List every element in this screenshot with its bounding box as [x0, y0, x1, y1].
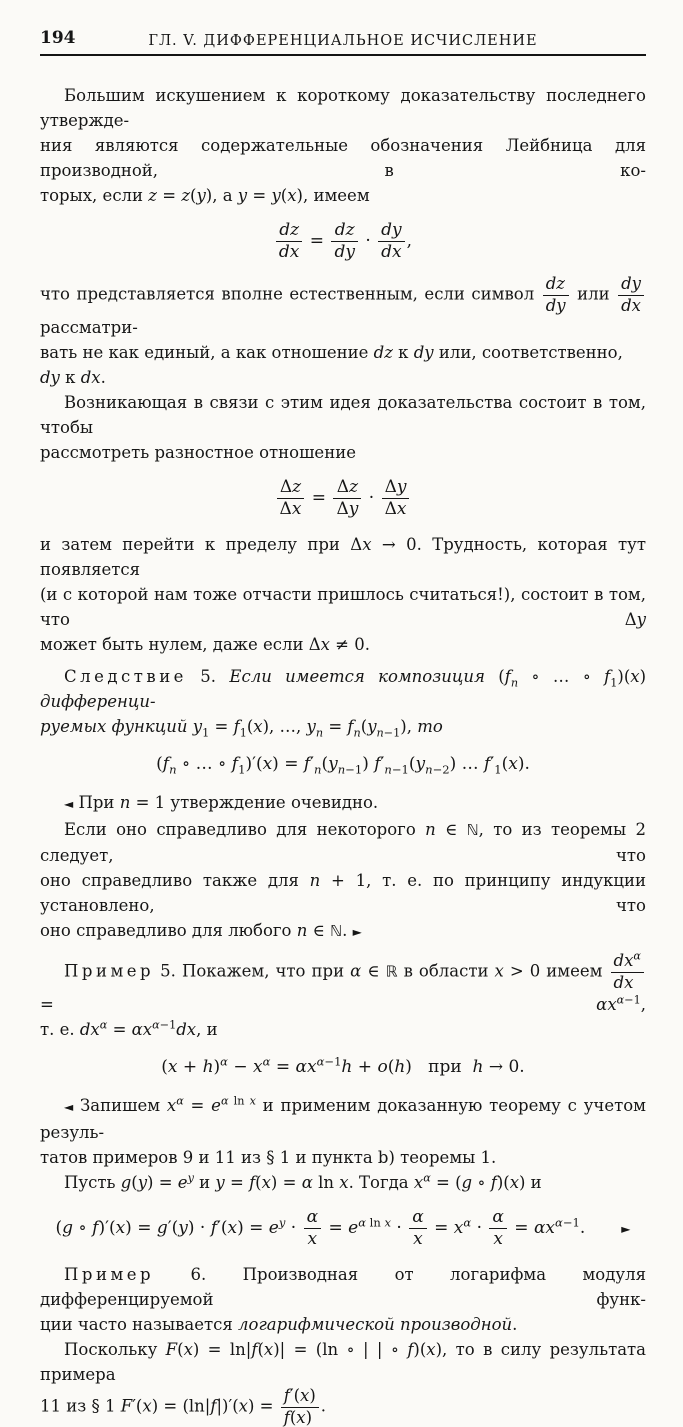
math-italic: y [178, 1218, 188, 1239]
math-italic: e [348, 1218, 359, 1239]
math-italic: $f_n$ [347, 717, 361, 740]
text-line: руемых функций $y_1 = f_1(x)$, …, $y_n = f_n(y_{n-1})$, то [40, 717, 443, 740]
math-italic: x [287, 186, 297, 205]
fraction-denominator: Δx [384, 499, 407, 520]
math-italic: e [177, 1173, 188, 1192]
fraction-numerator [489, 1208, 506, 1229]
inline-fraction [618, 275, 644, 315]
math-italic: дифференци- [40, 692, 156, 712]
math-italic: dz [545, 274, 565, 294]
superscript: α−1 [316, 1054, 342, 1069]
math-italic: dx [278, 242, 300, 263]
example-5-proof-setup [40, 1093, 646, 1170]
math-italic: x [300, 1386, 310, 1406]
math-italic: dx [80, 368, 101, 387]
math-italic: x [167, 1057, 178, 1077]
fraction-denominator [304, 1229, 321, 1249]
subscript: n [510, 676, 519, 690]
text-line: 11 из § 1 F′(x) = (ln|f|)′(x) = $\frac{f'(x)}{f(x)}$ . [40, 1386, 327, 1427]
math-italic: y [415, 754, 426, 775]
math-italic: y [187, 1171, 194, 1185]
superscript [188, 1172, 194, 1185]
math-italic: n [376, 726, 384, 740]
text-span: Следствие [64, 667, 187, 687]
math-italic: x [508, 754, 518, 775]
math-italic: x [263, 1340, 274, 1360]
page-content [40, 83, 646, 1427]
fraction-denominator: Δx [279, 499, 302, 520]
subscript: 1 [494, 762, 502, 777]
text-span: ℕ [330, 922, 343, 941]
example-6-statement [40, 1262, 646, 1337]
math-italic: f [283, 1386, 290, 1406]
math-italic: f [231, 754, 239, 775]
subscript: n [169, 762, 177, 777]
math-italic: α [616, 993, 625, 1007]
math-italic: α [492, 1207, 504, 1227]
math-italic: n [309, 871, 321, 891]
math-italic: Если имеется композиция [229, 667, 485, 687]
math-italic: логарифмической производной [238, 1315, 513, 1335]
subscript: 1 [610, 676, 618, 690]
math-italic: g [120, 1173, 132, 1192]
corollary-5-statement [40, 664, 646, 739]
math-italic: n [425, 820, 436, 840]
paragraph-idea-of-proof [40, 390, 646, 465]
inline-fraction [409, 1208, 426, 1249]
math-italic: dx [176, 1020, 197, 1039]
fraction-denominator [489, 1229, 506, 1249]
math-italic: o [377, 1057, 388, 1077]
math-italic: x [413, 1229, 423, 1250]
math-italic: α [358, 1215, 367, 1230]
inline-fraction [331, 221, 358, 262]
inline-fraction [281, 1387, 319, 1427]
math-italic: руемых функций [40, 717, 188, 737]
math-italic: f [283, 1407, 290, 1427]
math-italic: α [301, 1173, 313, 1192]
page-number: 194 [40, 28, 76, 48]
text-line: оно справедливо также для n + 1, т. е. по принципу индукции установлено, что [40, 871, 647, 916]
inline-fraction [304, 1208, 321, 1249]
fraction-denominator [618, 296, 644, 315]
math-italic: f [233, 717, 240, 737]
subscript: 1 [238, 762, 246, 777]
math-italic: dz [334, 220, 355, 240]
text-line: оно справедливо для любого n ∈ ℕ. ► [40, 921, 362, 941]
math-italic: x [238, 1396, 248, 1416]
subscript [314, 762, 321, 776]
example-6-derivation [40, 1337, 646, 1427]
math-italic: f [251, 1340, 258, 1360]
math-italic: αx [295, 1057, 317, 1077]
subscript: 1 [202, 726, 210, 740]
superscript [176, 1095, 184, 1108]
superscript: α ln x [220, 1094, 256, 1108]
math-italic: y [328, 754, 338, 775]
fraction-denominator [378, 242, 405, 262]
math-italic: α [463, 1215, 472, 1230]
superscript [279, 1215, 286, 1229]
text-line: ния являются содержательные обозначения Лейбница для производной, в ко- [40, 136, 646, 180]
text-line: ◄ Запишем $x^\alpha = e^{\alpha ln x}$ и применим доказанную теорему с учетом резуль- [40, 1094, 646, 1142]
math-italic: x [262, 754, 273, 775]
math-italic: h [341, 1057, 353, 1077]
inline-fraction [489, 1208, 506, 1249]
proof-base-case [40, 790, 646, 817]
math-italic: α [262, 1054, 271, 1069]
math-italic: x [166, 1096, 177, 1115]
fraction-denominator [409, 1229, 426, 1249]
subscript: n−2 [425, 762, 450, 777]
fraction-numerator [618, 275, 644, 295]
text-line: вать не как единый, а как отношение dz к dy или, соответственно, dy к dx. [40, 343, 623, 387]
fraction-denominator [611, 973, 644, 992]
math-italic: e [268, 1218, 279, 1239]
header-rule [40, 54, 646, 56]
math-italic: dx [613, 951, 634, 971]
math-italic: y [271, 186, 281, 205]
math-italic: f [604, 667, 611, 687]
math-italic: dx [621, 295, 641, 315]
inline-fraction [611, 949, 644, 992]
math-italic: F [120, 1396, 133, 1416]
math-italic: dx [79, 1020, 100, 1039]
text-line: т. е. $dx^\alpha = \alpha x^{\alpha-1}dx$, и [40, 1018, 218, 1039]
math-italic: x [384, 1215, 392, 1230]
math-italic: f [490, 1173, 497, 1192]
subscript: n [315, 726, 324, 740]
math-italic: x [296, 1407, 306, 1427]
math-italic: x [362, 535, 372, 555]
formula-power-rule-derivation: (g ∘ $f)'(x) = g'(y) \cdot f'(x) = e^y$ · $\frac{\alpha}{x}$ = $e^{\alpha ln x}$ · $\frac{\alpha}{x}$ = $x^\alpha$ · $\frac{\alpha}{x}$ = $\alpha x^{\alpha-1}$. ► [55, 1207, 631, 1250]
text-line: Возникающая в связи с этим идея доказательства состоит в том, чтобы [40, 393, 646, 437]
math-italic: h [202, 1057, 214, 1077]
math-italic: n [314, 762, 322, 777]
fraction-numerator [543, 275, 569, 295]
text-line: Большим искушением к короткому доказательству последнего утвержде- [40, 86, 646, 130]
math-italic: x [426, 1340, 436, 1360]
proof-marker-icon: ► [352, 925, 362, 940]
math-italic: x [396, 499, 407, 520]
text-line: Поскольку F(x) = ln|f(x)| = (ln ∘ | | ∘ f)(x), то в силу результата примера [40, 1340, 646, 1385]
superscript: α ln x [358, 1215, 392, 1230]
math-italic: x [183, 1340, 193, 1360]
inline-fraction [382, 478, 410, 519]
math-italic: dy [621, 274, 642, 294]
proof-marker-icon: ◄ [64, 1100, 74, 1114]
math-italic: x [261, 1173, 271, 1192]
math-italic: x [320, 635, 330, 655]
math-italic: y [137, 1173, 148, 1192]
math-italic: dy [381, 220, 402, 240]
superscript [263, 1054, 271, 1068]
text-line: Если оно справедливо для некоторого n ∈ ℕ, то из теоремы 2 следует, что [40, 820, 646, 866]
math-italic: dy [334, 242, 355, 263]
math-italic: f [303, 754, 311, 775]
math-italic: αx [596, 995, 617, 1014]
math-italic: α [99, 1018, 108, 1032]
math-italic: α [176, 1094, 184, 1108]
subscript: 1 [239, 726, 247, 740]
paragraph-leibniz-intro [40, 83, 646, 208]
formula-composition-derivative: ($f_n$ ∘ … ∘ $f_1)'(x) = f'_n(y_{n-1})$ $f'_{n-1}(y_{n-2})$ … $f'_1(x)$. [156, 754, 530, 777]
text-line: может быть нулем, даже если Δx ≠ 0. [40, 635, 370, 655]
math-italic: α [306, 1207, 319, 1227]
subscript: n−1 [384, 762, 409, 777]
math-italic: $y_n$ [306, 717, 324, 740]
formula-power-expansion: $(x + h)^\alpha - x^\alpha = \alpha x^{\alpha-1}h + o(h)$ при h → 0. [161, 1054, 525, 1077]
math-italic: x [249, 1094, 256, 1108]
text-line: торых, если z = z(y), а y = y(x), имеем [40, 186, 370, 205]
superscript [633, 950, 641, 963]
fraction-numerator: Δz [333, 478, 361, 499]
text-span: ℕ [466, 821, 479, 840]
math-italic: n [384, 762, 392, 777]
math-italic: y [196, 186, 206, 205]
text-line: и затем перейти к пределу при Δx → 0. Трудность, которая тут появляется [40, 535, 646, 580]
inline-fraction [277, 478, 305, 519]
text-line: рассмотреть разностное отношение [40, 443, 356, 462]
fraction-numerator [304, 1208, 321, 1229]
math-italic: x [115, 1218, 126, 1239]
example-5-statement [40, 949, 646, 1042]
math-italic: $f_n$ [162, 754, 177, 777]
math-italic: z [148, 186, 157, 205]
math-italic: α [423, 1171, 431, 1185]
math-italic: g [461, 1173, 473, 1192]
paragraph-limit-difficulty [40, 532, 646, 657]
math-italic: x [630, 667, 640, 687]
inline-fraction [378, 221, 405, 262]
math-italic: dy [413, 343, 434, 362]
formula-difference-quotient: $\frac{\Delta z}{\Delta x}$ = $\frac{\Delta z}{\Delta y}$ · $\frac{\Delta y}{\Delta x}$ [40, 478, 646, 519]
fraction-denominator [543, 296, 569, 315]
math-italic: x [227, 1218, 238, 1239]
math-italic: z [349, 477, 359, 497]
proof-end-marker-icon: ► [621, 1222, 631, 1237]
math-italic: n [119, 793, 131, 813]
math-italic: h [472, 1057, 484, 1077]
math-italic: y [636, 610, 646, 630]
math-italic: y [367, 717, 377, 737]
math-italic: dx [613, 972, 634, 992]
math-italic: F [165, 1340, 178, 1360]
formula-leibniz-chain-rule: $\frac{dz}{dx}$ = $\frac{dz}{dy}$ · $\frac{dy}{dx}$ , [40, 221, 646, 262]
fraction-numerator: Δy [382, 478, 410, 499]
fraction-denominator [276, 242, 302, 262]
superscript [463, 1215, 471, 1229]
math-italic: x [339, 1173, 349, 1192]
fraction-numerator [611, 949, 644, 972]
math-italic: x [494, 961, 504, 981]
paragraph-symbol-as-ratio [40, 275, 646, 390]
subscript: n−1 [376, 726, 401, 740]
math-italic: n [296, 921, 308, 941]
math-italic: z [181, 186, 191, 205]
math-italic: x [253, 1057, 263, 1077]
math-italic: x [142, 1396, 152, 1416]
math-italic: α [220, 1094, 229, 1108]
math-italic: dz [279, 220, 300, 240]
superscript: α−1 [152, 1018, 177, 1032]
fraction-denominator [331, 242, 358, 262]
math-italic: α [633, 949, 641, 963]
inline-fraction [543, 275, 569, 315]
inline-fraction [276, 221, 302, 262]
math-italic: y [278, 1215, 286, 1230]
math-italic: x [307, 1229, 318, 1250]
text-line: Пусть $g(y) = e^y$ и y = f(x) = α ln x. Тогда $x^\alpha = (g$ ∘ f)(x) и [64, 1171, 542, 1192]
text-line: Пример 6. Производная от логарифма модуля дифференцируемой функ- [40, 1265, 646, 1310]
fraction-numerator [409, 1208, 426, 1229]
text-line: Следствие 5. Если имеется композиция ($f_n$ ∘ … ∘ $f_1)(x)$ дифференци- [40, 667, 647, 712]
math-italic: α [412, 1207, 424, 1227]
math-italic: z [292, 477, 302, 497]
math-italic: y [237, 186, 248, 205]
math-italic: α [350, 961, 362, 981]
inline-fraction [333, 478, 361, 519]
text-line: татов примеров 9 и 11 из § 1 и пункта b) теоремы 1. [40, 1148, 497, 1167]
math-italic: n [337, 762, 346, 777]
subscript: n−1 [337, 762, 363, 777]
fraction-numerator: Δz [277, 478, 305, 499]
math-italic: x [453, 1218, 464, 1239]
math-italic: e [211, 1096, 221, 1115]
superscript [100, 1019, 108, 1032]
math-italic: h [394, 1057, 406, 1077]
fraction-numerator [378, 221, 405, 242]
math-italic: y [396, 477, 407, 497]
proof-induction-step [40, 817, 646, 945]
math-italic: f [374, 754, 381, 775]
fraction-numerator: f′(x) [281, 1387, 319, 1407]
math-italic: dz [373, 343, 393, 362]
math-italic: n [425, 762, 433, 777]
math-italic: y [348, 499, 359, 520]
text-line: ◄ При n = 1 утверждение очевидно. [64, 793, 379, 813]
math-italic: x [253, 717, 263, 737]
chapter-title: ГЛ. V. ДИФФЕРЕНЦИАЛЬНОЕ ИСЧИСЛЕНИЕ [148, 33, 538, 49]
math-italic: y [192, 717, 203, 737]
math-italic: αx [131, 1020, 153, 1039]
math-italic: α [220, 1054, 228, 1069]
math-italic: f [210, 1218, 217, 1239]
math-italic: dx [381, 242, 402, 263]
text-line: Пример 5. Покажем, что при α ∈ ℝ в области x > 0 имеем $\frac{dx^\alpha}{dx}$ = $\alpha x^{\alpha-1}$, [40, 949, 646, 1014]
fraction-numerator [276, 221, 302, 242]
text-span: ℝ [385, 962, 398, 981]
math-italic: g [156, 1218, 168, 1239]
math-italic: f [210, 1396, 217, 1416]
subscript: n [353, 726, 361, 740]
math-italic: y [215, 1173, 225, 1192]
math-italic: α [555, 1215, 563, 1230]
running-header [40, 26, 646, 50]
math-italic: $f_n$ [504, 667, 519, 690]
superscript: α−1 [555, 1215, 580, 1230]
math-italic: x [509, 1173, 519, 1192]
math-italic: αx [533, 1218, 556, 1239]
text-line: что представляется вполне естественным, если символ $\frac{dz}{dy}$ или $\frac{dy}{dx}$ рассматри- [40, 275, 646, 340]
fraction-denominator: f(x) [283, 1407, 313, 1427]
math-italic: f [484, 754, 491, 775]
math-italic: f [407, 1340, 414, 1360]
example-5-proof-composition [40, 1170, 646, 1195]
math-italic: α [152, 1018, 160, 1032]
math-italic: g [62, 1218, 73, 1239]
superscript [423, 1172, 431, 1185]
fraction-numerator [331, 221, 358, 242]
proof-marker-icon: ◄ [64, 797, 74, 812]
math-italic: x [413, 1173, 424, 1192]
text-line: (и с которой нам тоже отчасти пришлось считаться!), состоит в том, что Δy [40, 585, 646, 630]
math-italic: то [417, 717, 443, 737]
text-line: ции часто называется логарифмической производной. [40, 1315, 518, 1335]
math-italic: x [493, 1229, 503, 1250]
superscript: α−1 [616, 993, 641, 1007]
text-span: Пример [64, 1265, 155, 1285]
text-span: Пример [64, 961, 155, 981]
superscript [220, 1054, 228, 1068]
math-italic: f [92, 1218, 99, 1239]
math-italic: x [291, 499, 302, 520]
math-italic: α [316, 1054, 325, 1069]
math-italic: dy [40, 368, 60, 387]
math-italic: dy [545, 295, 566, 315]
math-italic: f [249, 1173, 256, 1192]
fraction-denominator: Δy [336, 499, 359, 520]
